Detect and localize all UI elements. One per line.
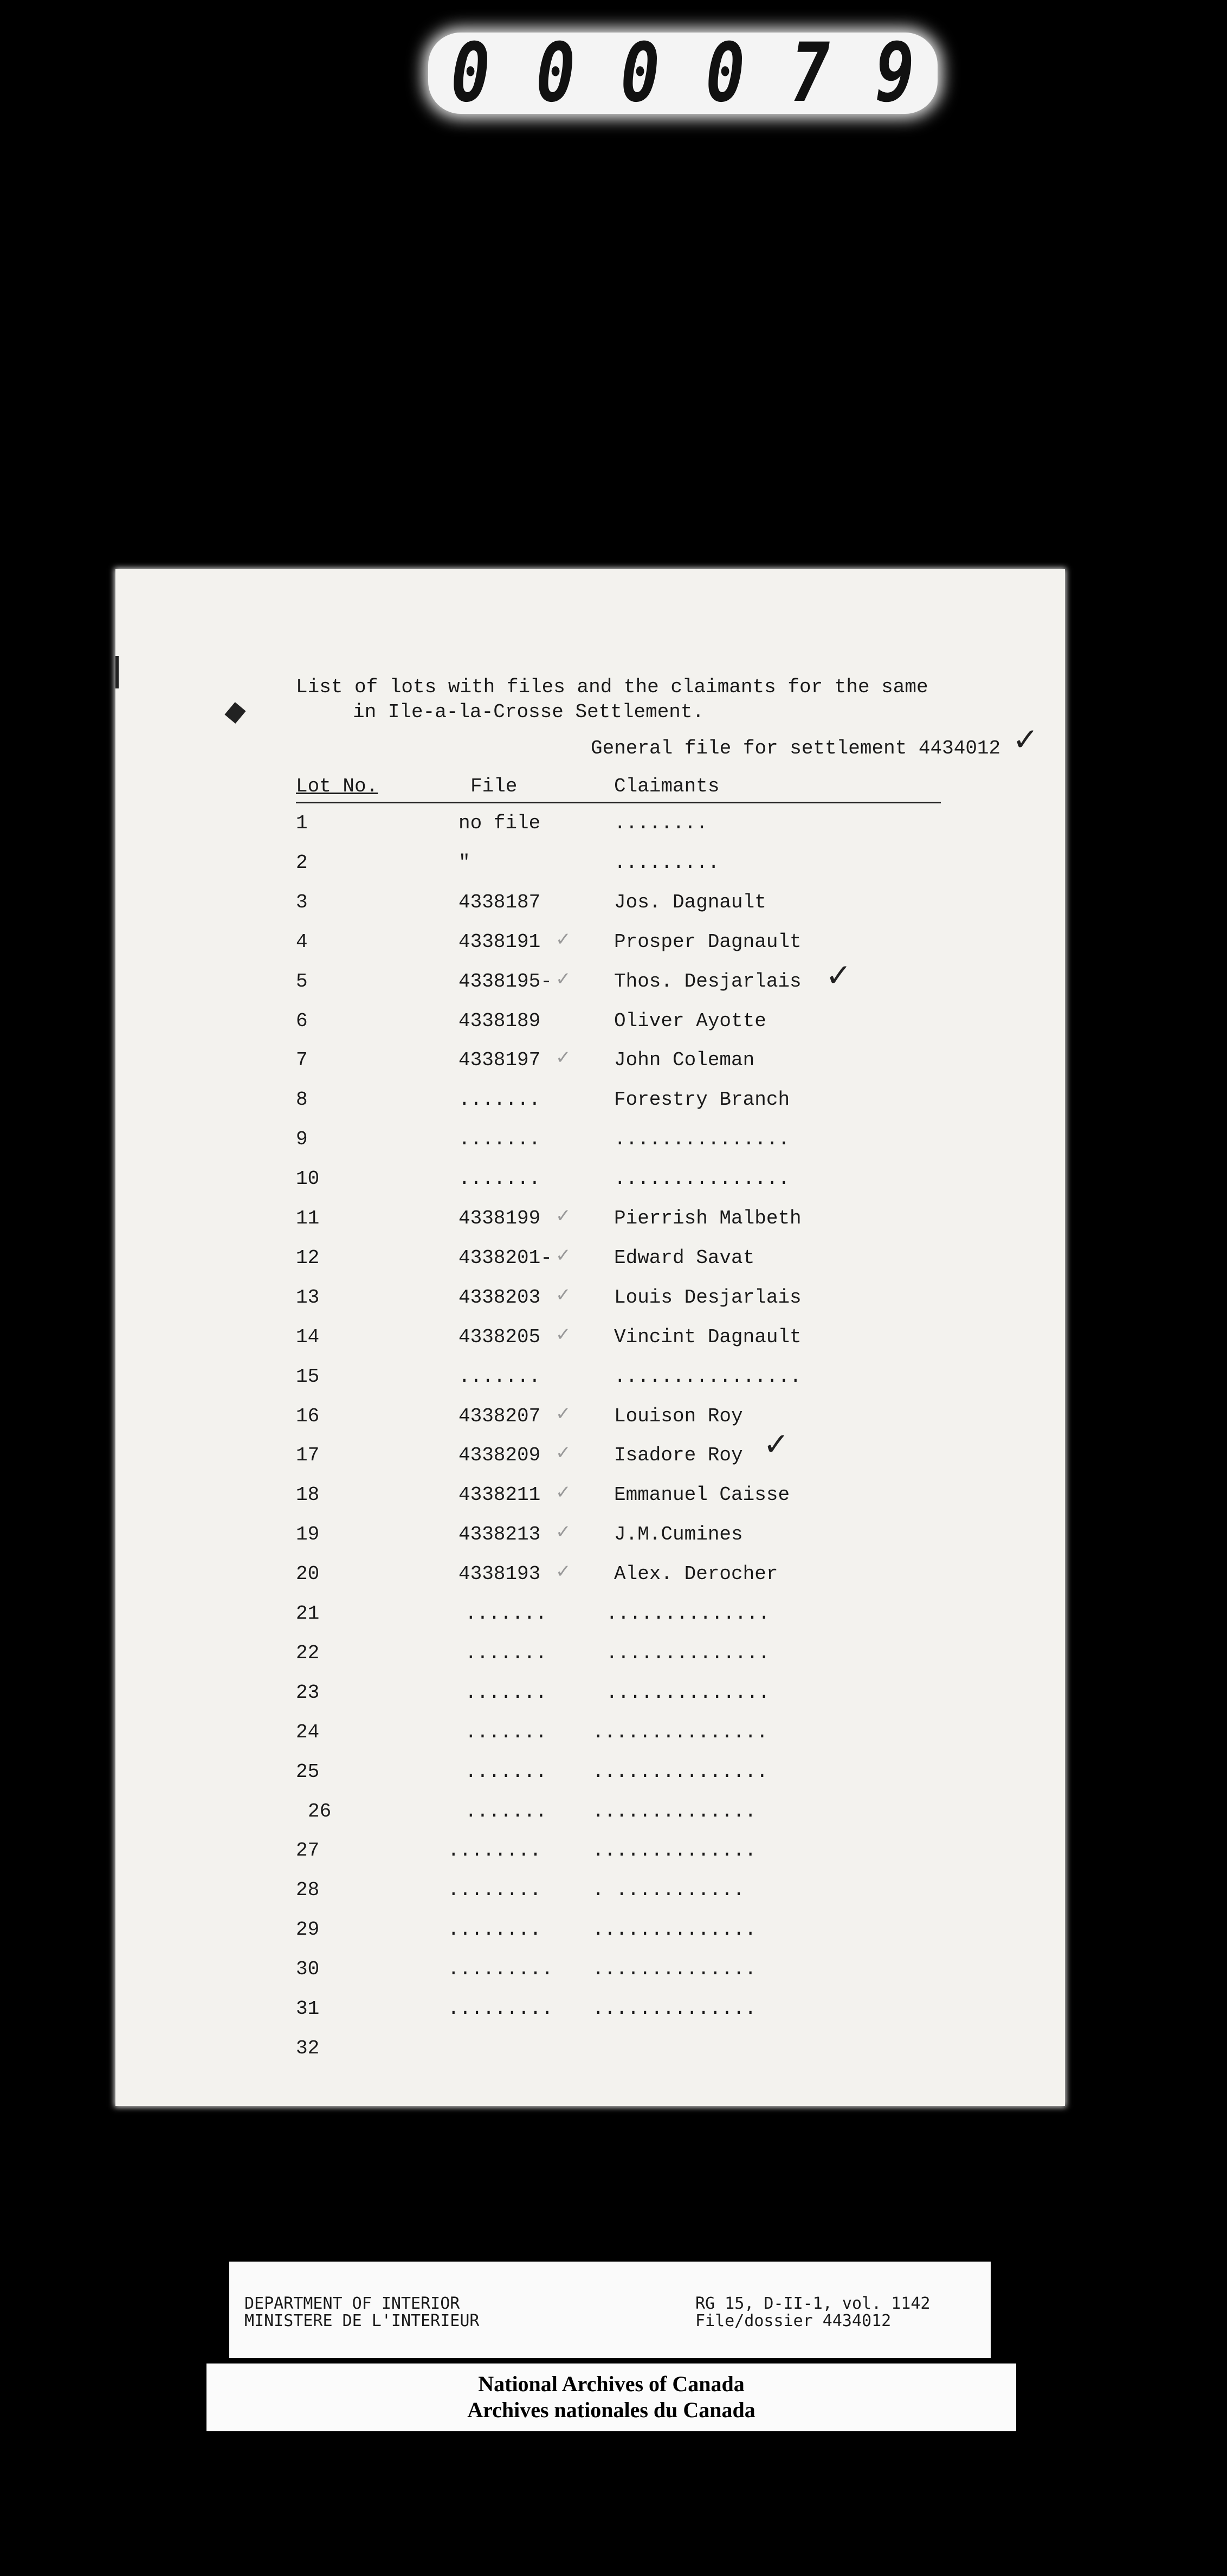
file-number: 4338211 bbox=[458, 1484, 541, 1506]
file-number: 4338195- bbox=[458, 970, 552, 993]
checkmark-icon: ✓ bbox=[763, 1426, 790, 1463]
claimant-name: ............... bbox=[592, 1760, 769, 1783]
file-number: ....... bbox=[458, 1365, 541, 1388]
claimant-name: .............. bbox=[606, 1641, 770, 1664]
table-row bbox=[115, 1366, 1065, 1403]
title-line-2: in Ile-a-la-Crosse Settlement. bbox=[353, 701, 705, 723]
checkmark-icon: ✓ bbox=[556, 1561, 571, 1583]
table-row bbox=[115, 1998, 1065, 2036]
checkmark-icon: ✓ bbox=[1012, 721, 1039, 758]
lot-number: 16 bbox=[296, 1405, 320, 1427]
archive-reference-stamp bbox=[229, 2262, 991, 2358]
checkmark-icon: ✓ bbox=[556, 928, 571, 950]
table-row bbox=[115, 1323, 1065, 1364]
checkmark-icon: ✓ bbox=[556, 1442, 571, 1464]
file-number: ......... bbox=[448, 1958, 553, 1981]
file-number: ....... bbox=[458, 1089, 541, 1111]
checkmark-icon: ✓ bbox=[556, 968, 571, 990]
file-number: ........ bbox=[448, 1918, 541, 1941]
table-row bbox=[115, 1839, 1065, 1877]
frame-digit: 0 bbox=[706, 26, 745, 120]
checkmark-icon: ✓ bbox=[556, 1482, 571, 1504]
lot-number: 25 bbox=[296, 1760, 320, 1783]
lot-number: 8 bbox=[296, 1089, 308, 1111]
lot-number: 17 bbox=[296, 1444, 320, 1467]
claimant-name: .............. bbox=[592, 1958, 757, 1981]
table-row bbox=[115, 1089, 1065, 1126]
table-row bbox=[115, 970, 1065, 1008]
table-row bbox=[115, 1721, 1065, 1759]
claimant-name: ................ bbox=[614, 1365, 802, 1388]
file-number: 4338199 bbox=[458, 1207, 541, 1229]
table-row bbox=[115, 1682, 1065, 1720]
table-row bbox=[115, 1244, 1065, 1285]
table-row bbox=[115, 1444, 1065, 1482]
claimant-name: Forestry Branch bbox=[614, 1089, 790, 1111]
claimant-name: John Coleman bbox=[614, 1049, 755, 1072]
claimant-name: Louis Desjarlais bbox=[614, 1286, 802, 1309]
general-file-line: General file for settlement 4434012 bbox=[591, 737, 1001, 759]
lot-number: 31 bbox=[296, 1998, 320, 2020]
claimant-name: ............... bbox=[614, 1168, 790, 1190]
file-number: 4338193 bbox=[458, 1563, 541, 1586]
file-number: ....... bbox=[465, 1681, 547, 1704]
claimant-name: Vincint Dagnault bbox=[614, 1325, 802, 1348]
file-number: 4338187 bbox=[458, 891, 541, 913]
lot-number: 20 bbox=[296, 1563, 320, 1586]
table-row bbox=[115, 2037, 1065, 2075]
list-title bbox=[296, 675, 928, 725]
table-row bbox=[115, 1049, 1065, 1087]
lot-number: 26 bbox=[308, 1800, 332, 1822]
lot-number: 9 bbox=[296, 1128, 308, 1151]
lot-number: 23 bbox=[296, 1681, 320, 1704]
checkmark-icon: ✓ bbox=[556, 1047, 571, 1069]
table-row bbox=[115, 1010, 1065, 1048]
frame-digit: 7 bbox=[790, 26, 830, 120]
table-row bbox=[115, 1207, 1065, 1245]
header-claimants: Claimants bbox=[614, 775, 720, 797]
claimant-name: Thos. Desjarlais bbox=[614, 970, 802, 993]
lot-number: 21 bbox=[296, 1602, 320, 1625]
lot-number: 13 bbox=[296, 1286, 320, 1309]
lot-number: 29 bbox=[296, 1918, 320, 1941]
lot-number: 2 bbox=[296, 851, 308, 874]
file-number: ........ bbox=[448, 1879, 541, 1902]
file-number: ....... bbox=[465, 1641, 547, 1664]
lot-number: 30 bbox=[296, 1958, 320, 1981]
claimant-name: J.M.Cumines bbox=[614, 1523, 743, 1546]
lot-number: 11 bbox=[296, 1207, 320, 1229]
department-en: DEPARTMENT OF INTERIOR bbox=[244, 2294, 460, 2313]
header-lot: Lot No. bbox=[296, 775, 378, 797]
file-number: 4338209 bbox=[458, 1444, 541, 1467]
table-row bbox=[115, 812, 1065, 850]
lot-number: 24 bbox=[296, 1721, 320, 1743]
claimant-name: .............. bbox=[592, 1839, 757, 1862]
file-number: ........ bbox=[448, 1839, 541, 1862]
table-row bbox=[115, 1128, 1065, 1166]
table-row bbox=[115, 1402, 1065, 1443]
ink-mark bbox=[115, 656, 119, 688]
table-row bbox=[115, 891, 1065, 929]
lot-number: 5 bbox=[296, 970, 308, 993]
checkmark-icon: ✓ bbox=[556, 1323, 571, 1345]
national-archives-label bbox=[206, 2364, 1016, 2431]
lot-number: 18 bbox=[296, 1484, 320, 1506]
header-rule bbox=[296, 802, 941, 803]
frame-digit: 0 bbox=[535, 26, 576, 120]
file-number: ....... bbox=[465, 1721, 547, 1743]
archives-name-en: National Archives of Canada bbox=[478, 2372, 745, 2396]
lot-number: 12 bbox=[296, 1246, 320, 1269]
claimant-name: .............. bbox=[606, 1602, 770, 1625]
department-label bbox=[244, 2295, 479, 2330]
file-number: 4338207 bbox=[458, 1405, 541, 1427]
reference-label bbox=[695, 2295, 930, 2330]
checkmark-icon: ✓ bbox=[556, 1205, 571, 1227]
file-number: 4338205 bbox=[458, 1325, 541, 1348]
file-number: 4338213 bbox=[458, 1523, 541, 1546]
claimant-name: .............. bbox=[592, 1800, 757, 1822]
table-row bbox=[115, 852, 1065, 890]
file-number: ....... bbox=[465, 1760, 547, 1783]
lot-number: 14 bbox=[296, 1325, 320, 1348]
lot-number: 15 bbox=[296, 1365, 320, 1388]
file-number: 4338189 bbox=[458, 1009, 541, 1032]
file-number: ....... bbox=[465, 1602, 547, 1625]
title-line-1: List of lots with files and the claimants for the same bbox=[296, 676, 928, 698]
claimant-name: Louison Roy bbox=[614, 1405, 743, 1427]
table-row bbox=[115, 1879, 1065, 1917]
frame-digit: 0 bbox=[621, 26, 660, 120]
table-row bbox=[115, 1958, 1065, 1996]
table-row bbox=[115, 1602, 1065, 1640]
claimant-name: Isadore Roy bbox=[614, 1444, 743, 1467]
file-number: 4338203 bbox=[458, 1286, 541, 1309]
claimant-name: .............. bbox=[592, 1918, 757, 1941]
file-number: 4338191 bbox=[458, 930, 541, 953]
file-number: ....... bbox=[465, 1800, 547, 1822]
claimant-name: Jos. Dagnault bbox=[614, 891, 766, 913]
lot-number: 4 bbox=[296, 930, 308, 953]
claimant-name: .............. bbox=[592, 1998, 757, 2020]
table-row bbox=[115, 1563, 1065, 1601]
lot-number: 3 bbox=[296, 891, 308, 913]
frame-digit: 0 bbox=[451, 26, 490, 120]
lot-number: 19 bbox=[296, 1523, 320, 1546]
ink-mark bbox=[224, 702, 246, 724]
lot-number: 27 bbox=[296, 1839, 320, 1862]
file-number: no file bbox=[458, 812, 541, 834]
lot-number: 32 bbox=[296, 2037, 320, 2059]
table-row bbox=[115, 1918, 1065, 1956]
reference-line-2: File/dossier 4434012 bbox=[695, 2311, 892, 2330]
reference-line-1: RG 15, D-II-1, vol. 1142 bbox=[695, 2294, 931, 2313]
table-row bbox=[115, 1642, 1065, 1680]
lot-number: 28 bbox=[296, 1879, 320, 1902]
claimant-name: ............... bbox=[614, 1128, 790, 1151]
frame-digit: 9 bbox=[875, 26, 915, 120]
table-row bbox=[115, 1168, 1065, 1206]
claimant-name: Emmanuel Caisse bbox=[614, 1484, 790, 1506]
checkmark-icon: ✓ bbox=[825, 957, 852, 994]
file-number: ......... bbox=[448, 1998, 553, 2020]
claimant-name: Prosper Dagnault bbox=[614, 930, 802, 953]
lot-number: 6 bbox=[296, 1009, 308, 1032]
table-row bbox=[115, 1286, 1065, 1324]
claimant-name: Edward Savat bbox=[614, 1246, 755, 1269]
header-file: File bbox=[470, 775, 518, 797]
claimant-name: ............... bbox=[592, 1721, 769, 1743]
frame-number bbox=[428, 26, 938, 120]
claimant-name: ......... bbox=[614, 851, 720, 874]
checkmark-icon: ✓ bbox=[556, 1402, 571, 1425]
lot-number: 22 bbox=[296, 1641, 320, 1664]
claimant-name: ........ bbox=[614, 812, 708, 834]
file-number: ....... bbox=[458, 1128, 541, 1151]
table-row bbox=[115, 1761, 1065, 1799]
claimant-name: .............. bbox=[606, 1681, 770, 1704]
claimant-name: Alex. Derocher bbox=[614, 1563, 778, 1586]
file-number: 4338197 bbox=[458, 1049, 541, 1072]
table-row bbox=[115, 1523, 1065, 1561]
claimant-name: Oliver Ayotte bbox=[614, 1009, 766, 1032]
checkmark-icon: ✓ bbox=[556, 1284, 571, 1306]
file-number: " bbox=[458, 851, 470, 874]
checkmark-icon: ✓ bbox=[556, 1244, 571, 1266]
table-row bbox=[115, 1484, 1065, 1522]
lot-number: 1 bbox=[296, 812, 308, 834]
claimant-name: Pierrish Malbeth bbox=[614, 1207, 802, 1229]
file-number: ....... bbox=[458, 1168, 541, 1190]
table-row bbox=[115, 928, 1065, 969]
checkmark-icon: ✓ bbox=[556, 1521, 571, 1543]
file-number: 4338201- bbox=[458, 1246, 552, 1269]
department-fr: MINISTERE DE L'INTERIEUR bbox=[244, 2311, 480, 2330]
claimant-name: . ........... bbox=[592, 1879, 745, 1902]
lot-number: 10 bbox=[296, 1168, 320, 1190]
table-row bbox=[115, 1800, 1065, 1838]
document-sheet bbox=[115, 569, 1065, 2106]
archives-name-fr: Archives nationales du Canada bbox=[467, 2398, 755, 2422]
lot-number: 7 bbox=[296, 1049, 308, 1072]
